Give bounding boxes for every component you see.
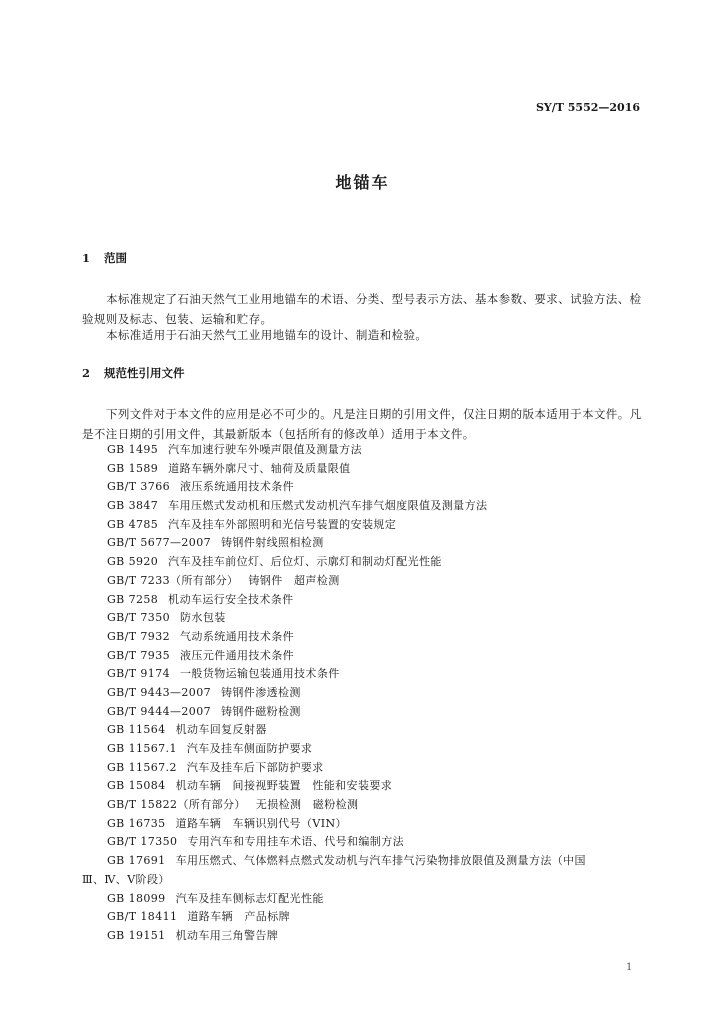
reference-title: 汽车及挂车后下部防护要求 <box>186 760 324 774</box>
reference-code: GB 19151 <box>107 928 166 942</box>
reference-item <box>107 759 642 778</box>
reference-item <box>107 665 642 684</box>
reference-item <box>107 777 642 796</box>
reference-code: GB 18099 <box>107 891 166 905</box>
reference-item <box>82 852 642 889</box>
reference-item <box>107 703 642 722</box>
reference-item <box>107 441 642 460</box>
reference-code: GB 1589 <box>107 461 159 475</box>
section-number: 2 <box>82 366 91 380</box>
reference-code: GB/T 9174 <box>107 667 171 681</box>
reference-title: 专用汽车和专用挂车术语、代号和编制方法 <box>187 835 405 849</box>
reference-title: 汽车及挂车侧标志灯配光性能 <box>175 891 324 905</box>
reference-code: GB/T 17350 <box>107 835 178 849</box>
reference-title: 道路车辆 产品标牌 <box>187 910 291 924</box>
reference-title: 汽车及挂车侧面防护要求 <box>186 742 313 755</box>
reference-code: GB 11567.1 <box>107 742 177 755</box>
reference-title: 车用压燃式发动机和压燃式发动机汽车排气烟度限值及测量方法 <box>168 499 488 513</box>
reference-title: 机动车辆 间接视野装置 性能和安装要求 <box>175 779 393 793</box>
document-title: 地锚车 <box>335 173 390 192</box>
reference-code: GB 3847 <box>107 499 159 513</box>
page-number: 1 <box>626 962 633 973</box>
reference-item <box>107 908 642 927</box>
reference-code: GB/T 9443—2007 <box>107 685 211 699</box>
reference-code: GB/T 7233（所有部分） <box>107 573 239 587</box>
reference-item <box>107 572 642 591</box>
reference-title: 铸钢件 超声检测 <box>248 573 340 587</box>
reference-title: 机动车回复反射器 <box>175 723 267 737</box>
reference-title: 防水包装 <box>180 611 226 625</box>
reference-title: 液压系统通用技术条件 <box>180 480 295 494</box>
reference-item <box>107 647 642 666</box>
reference-title: 无损检测 磁粉检测 <box>255 798 359 812</box>
section-title: 范围 <box>104 251 127 265</box>
standard-code: SY/T 5552—2016 <box>535 101 640 114</box>
reference-item <box>107 927 642 946</box>
reference-code: GB/T 7350 <box>107 611 171 625</box>
reference-item <box>107 628 642 647</box>
section-2-heading <box>82 365 185 381</box>
reference-code: GB/T 7932 <box>107 629 171 643</box>
reference-code: GB 17691 <box>107 854 166 868</box>
reference-title: 铸钢件渗透检测 <box>221 685 301 699</box>
reference-code: GB 1495 <box>107 443 159 456</box>
reference-title: 道路车辆 车辆识别代号（VIN） <box>175 816 347 830</box>
reference-title: 道路车辆外廓尺寸、轴荷及质量限值 <box>168 461 351 475</box>
reference-list <box>82 441 642 946</box>
reference-title: 一般货物运输包装通用技术条件 <box>180 667 340 681</box>
reference-item <box>107 721 642 740</box>
reference-title: 液压元件通用技术条件 <box>180 648 295 662</box>
reference-item <box>107 478 642 497</box>
reference-title: 铸钢件磁粉检测 <box>221 704 301 718</box>
reference-code: GB/T 3766 <box>107 480 171 494</box>
reference-item <box>107 815 642 834</box>
reference-item <box>107 609 642 628</box>
reference-title: 铸钢件射线照相检测 <box>221 536 324 550</box>
scope-paragraph-2: 本标准适用于石油天然气工业用地锚车的设计、制造和检验。 <box>106 328 428 342</box>
reference-item <box>107 553 642 572</box>
reference-item <box>107 516 642 535</box>
section-title: 规范性引用文件 <box>104 366 185 380</box>
reference-code: GB 7258 <box>107 592 159 606</box>
reference-title: 汽车及挂车前位灯、后位灯、示廓灯和制动灯配光性能 <box>168 555 442 569</box>
reference-code: GB/T 9444—2007 <box>107 704 211 718</box>
reference-item <box>107 497 642 516</box>
reference-code: GB 11564 <box>107 723 166 737</box>
reference-title-continuation: Ⅲ、Ⅳ、Ⅴ阶段） <box>82 872 170 886</box>
reference-title: 汽车及挂车外部照明和光信号装置的安装规定 <box>168 517 397 531</box>
reference-code: GB 16735 <box>107 816 166 830</box>
reference-code: GB 4785 <box>107 517 159 531</box>
reference-code: GB/T 5677—2007 <box>107 536 211 550</box>
reference-item <box>107 833 642 852</box>
section-1-heading <box>82 250 127 266</box>
reference-code: GB 5920 <box>107 555 159 569</box>
scope-paragraph-1: 本标准规定了石油天然气工业用地锚车的术语、分类、型号表示方法、基本参数、要求、试验方法、检验规则及标志、包装、运输和贮存。 <box>82 292 642 326</box>
references-intro: 下列文件对于本文件的应用是必不可少的。凡是注日期的引用文件，仅注日期的版本适用于本文件。凡是不注日期的引用文件，其最新版本（包括所有的修改单）适用于本文件。 <box>82 407 642 441</box>
reference-code: GB/T 15822（所有部分） <box>107 798 246 812</box>
section-number: 1 <box>82 251 91 265</box>
reference-item <box>107 684 642 703</box>
reference-item <box>107 740 642 759</box>
reference-item <box>107 460 642 479</box>
reference-item <box>107 591 642 610</box>
reference-code: GB 11567.2 <box>107 760 177 774</box>
reference-title: 汽车加速行驶车外噪声限值及测量方法 <box>168 443 362 456</box>
reference-code: GB 15084 <box>107 779 166 793</box>
reference-item <box>107 796 642 815</box>
reference-code: GB/T 7935 <box>107 648 171 662</box>
reference-item <box>107 534 642 553</box>
reference-code: GB/T 18411 <box>107 910 178 924</box>
reference-item <box>107 890 642 909</box>
reference-title: 机动车用三角警告牌 <box>175 928 279 942</box>
reference-title: 机动车运行安全技术条件 <box>168 592 294 606</box>
reference-title: 车用压燃式、气体燃料点燃式发动机与汽车排气污染物排放限值及测量方法（中国 <box>175 854 586 868</box>
reference-title: 气动系统通用技术条件 <box>180 629 295 643</box>
